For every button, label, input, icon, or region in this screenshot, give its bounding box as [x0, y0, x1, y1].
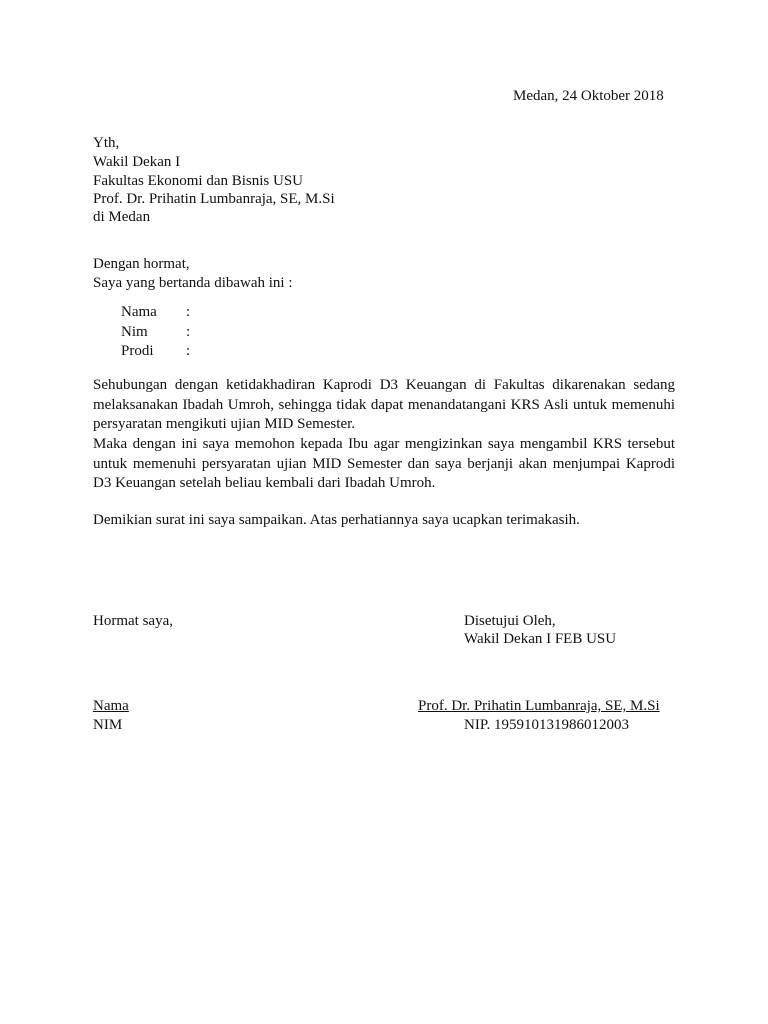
closing-sentence: Demikian surat ini saya sampaikan. Atas perhatiannya saya ucapkan terimakasih. [93, 512, 580, 528]
greeting: Dengan hormat, [93, 256, 190, 272]
letter-date: Medan, 24 Oktober 2018 [513, 88, 664, 104]
recipient-location: di Medan [93, 209, 151, 225]
signature-right-id: NIP. 195910131986012003 [464, 717, 630, 733]
signature-left-label: Hormat saya, [93, 613, 173, 629]
signature-right-label: Disetujui Oleh, [464, 613, 556, 629]
field-label: Nim [121, 323, 148, 340]
field-colon: : [186, 304, 191, 320]
recipient-salutation: Yth, [93, 135, 120, 151]
paragraph-text: Maka dengan ini saya memohon kepada Ibu agar mengizinkan saya mengambil KRS tersebut untuk memenuhi persyaratan ujian MID Semester dan saya berjanji akan menjumpai Kaprodi D3 Keuangan setelah beliau kembali dari Ibadah Umroh. [93, 436, 675, 492]
signature-right-position: Wakil Dekan I FEB USU [464, 631, 617, 647]
signature-left-id: NIM [93, 717, 123, 733]
paragraph-text: Sehubungan dengan ketidakhadiran Kaprodi D3 Keuangan di Fakultas dikarenakan sedang melaksanakan Ibadah Umroh, sehingga tidak dapat menandatangani KRS Asli untuk memenuhi persyaratan mengikuti ujian MID Semester. [93, 377, 675, 433]
body-paragraph-1 [93, 376, 675, 435]
field-colon: : [186, 323, 191, 340]
signature-right-name: Prof. Dr. Prihatin Lumbanraja, SE, M.Si [418, 698, 660, 714]
recipient-name: Prof. Dr. Prihatin Lumbanraja, SE, M.Si [93, 191, 335, 207]
intro-line: Saya yang bertanda dibawah ini : [93, 275, 293, 291]
field-label: Nama [121, 304, 157, 320]
field-label: Prodi [121, 343, 154, 359]
signature-left-name: Nama [93, 698, 129, 714]
recipient-title: Wakil Dekan I [93, 154, 181, 170]
body-paragraph-2 [93, 435, 675, 494]
field-colon: : [186, 343, 191, 359]
recipient-faculty: Fakultas Ekonomi dan Bisnis USU [93, 173, 304, 189]
